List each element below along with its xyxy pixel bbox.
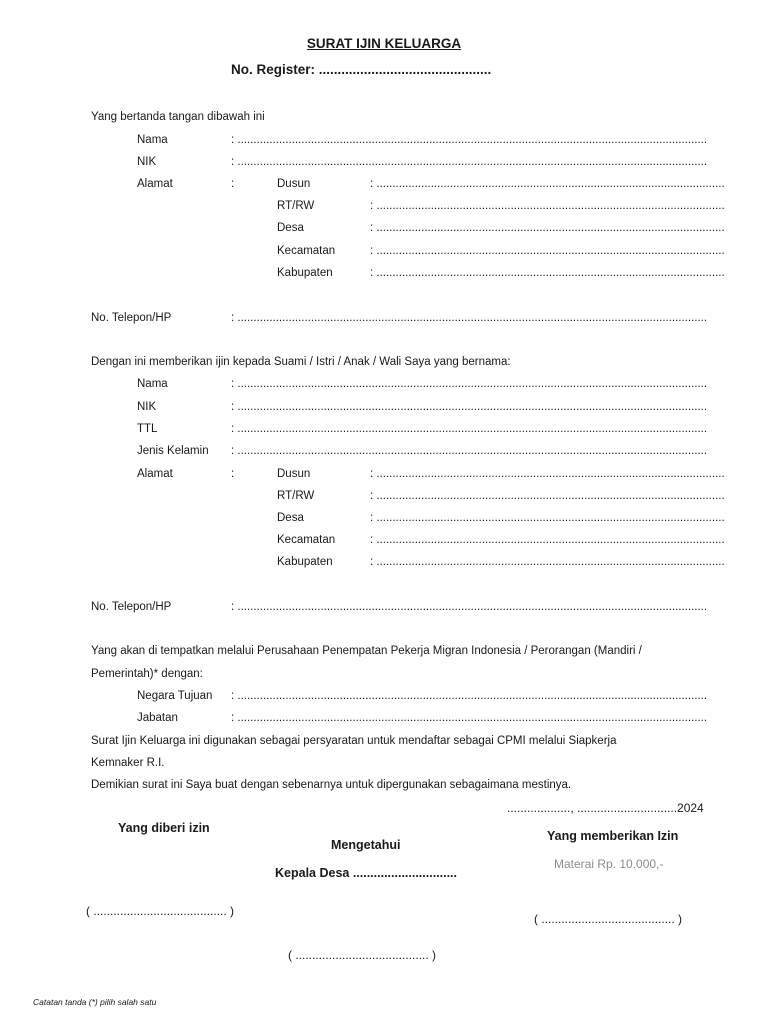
field-jabatan[interactable]: : ................................................................................................................................................... xyxy=(231,712,708,724)
label-jabatan: Jabatan xyxy=(137,712,178,724)
field-kabupaten-2[interactable]: : ............................................................................................................. xyxy=(370,556,725,568)
signer-mengetahui: Mengetahui xyxy=(331,838,401,852)
field-kecamatan-2[interactable]: : ............................................................................................................. xyxy=(370,534,725,546)
label-nama-1: Nama xyxy=(137,134,168,146)
closing-statement: Demikian surat ini Saya buat dengan sebenarnya untuk dipergunakan sebagaimana mestinya. xyxy=(91,779,572,791)
section2-intro: Dengan ini memberikan ijin kepada Suami / Istri / Anak / Wali Saya yang bernama: xyxy=(91,356,511,368)
field-telepon-1[interactable]: : ................................................................................................................................................... xyxy=(231,312,708,324)
section3-line1: Yang akan di tempatkan melalui Perusahaan Penempatan Pekerja Migran Indonesia / Perorangan (Mandiri / xyxy=(91,645,642,657)
label-kabupaten-2: Kabupaten xyxy=(277,556,333,568)
label-telepon-2: No. Telepon/HP xyxy=(91,601,172,613)
field-telepon-2[interactable]: : ................................................................................................................................................... xyxy=(231,601,708,613)
label-kecamatan-2: Kecamatan xyxy=(277,534,336,546)
signature-memberikan-izin[interactable]: ( ........................................ ) xyxy=(534,912,683,926)
label-kabupaten-1: Kabupaten xyxy=(277,267,333,279)
field-kabupaten-1[interactable]: : ............................................................................................................. xyxy=(370,267,725,279)
colon-alamat-1: : xyxy=(231,178,235,190)
place-date[interactable]: ..................., ..............................2024 xyxy=(507,801,704,815)
label-telepon-1: No. Telepon/HP xyxy=(91,312,172,324)
register-number: No. Register: .............................................. xyxy=(231,62,492,77)
label-nik-2: NIK xyxy=(137,401,157,413)
footnote: Catatan tanda (*) pilih salah satu xyxy=(33,997,157,1007)
signature-diberi-izin[interactable]: ( ........................................ ) xyxy=(86,904,235,918)
signature-kepala-desa[interactable]: ( ........................................ ) xyxy=(288,948,437,962)
label-alamat-1: Alamat xyxy=(137,178,173,190)
label-ttl: TTL xyxy=(137,423,158,435)
materai-note: Materai Rp. 10.000,- xyxy=(554,857,664,871)
section4-line1: Surat Ijin Keluarga ini digunakan sebagai persyaratan untuk mendaftar sebagai CPMI melalui Siapkerja xyxy=(91,735,617,747)
label-dusun-2: Dusun xyxy=(277,468,311,480)
label-desa-2: Desa xyxy=(277,512,304,524)
field-dusun-2[interactable]: : ............................................................................................................. xyxy=(370,468,725,480)
label-dusun-1: Dusun xyxy=(277,178,311,190)
field-rtrw-1[interactable]: : ............................................................................................................. xyxy=(370,200,725,212)
field-ttl[interactable]: : ................................................................................................................................................... xyxy=(231,423,708,435)
colon-alamat-2: : xyxy=(231,468,235,480)
field-nama-1[interactable]: : ................................................................................................................................................... xyxy=(231,134,708,146)
document-title: SURAT IJIN KELUARGA xyxy=(306,36,462,51)
label-nama-2: Nama xyxy=(137,378,168,390)
field-desa-1[interactable]: : ............................................................................................................. xyxy=(370,222,725,234)
kepala-desa: Kepala Desa .............................. xyxy=(275,866,458,880)
label-negara-tujuan: Negara Tujuan xyxy=(137,690,213,702)
label-kecamatan-1: Kecamatan xyxy=(277,245,336,257)
section3-line2: Pemerintah)* dengan: xyxy=(91,668,203,680)
signer-memberikan-izin: Yang memberikan Izin xyxy=(547,829,679,843)
label-desa-1: Desa xyxy=(277,222,304,234)
signer-diberi-izin: Yang diberi izin xyxy=(118,821,210,835)
field-dusun-1[interactable]: : ............................................................................................................. xyxy=(370,178,725,190)
label-rtrw-2: RT/RW xyxy=(277,490,315,502)
field-nik-2[interactable]: : ................................................................................................................................................... xyxy=(231,401,708,413)
field-jenis-kelamin[interactable]: : ................................................................................................................................................... xyxy=(231,445,708,457)
section4-line2: Kemnaker R.I. xyxy=(91,757,165,769)
label-alamat-2: Alamat xyxy=(137,468,173,480)
field-rtrw-2[interactable]: : ............................................................................................................. xyxy=(370,490,725,502)
section1-intro: Yang bertanda tangan dibawah ini xyxy=(91,111,265,123)
label-jenis-kelamin: Jenis Kelamin xyxy=(137,445,209,457)
label-rtrw-1: RT/RW xyxy=(277,200,315,212)
field-desa-2[interactable]: : ............................................................................................................. xyxy=(370,512,725,524)
field-kecamatan-1[interactable]: : ............................................................................................................. xyxy=(370,245,725,257)
field-negara-tujuan[interactable]: : ................................................................................................................................................... xyxy=(231,690,708,702)
field-nama-2[interactable]: : ................................................................................................................................................... xyxy=(231,378,708,390)
label-nik-1: NIK xyxy=(137,156,157,168)
field-nik-1[interactable]: : ................................................................................................................................................... xyxy=(231,156,708,168)
